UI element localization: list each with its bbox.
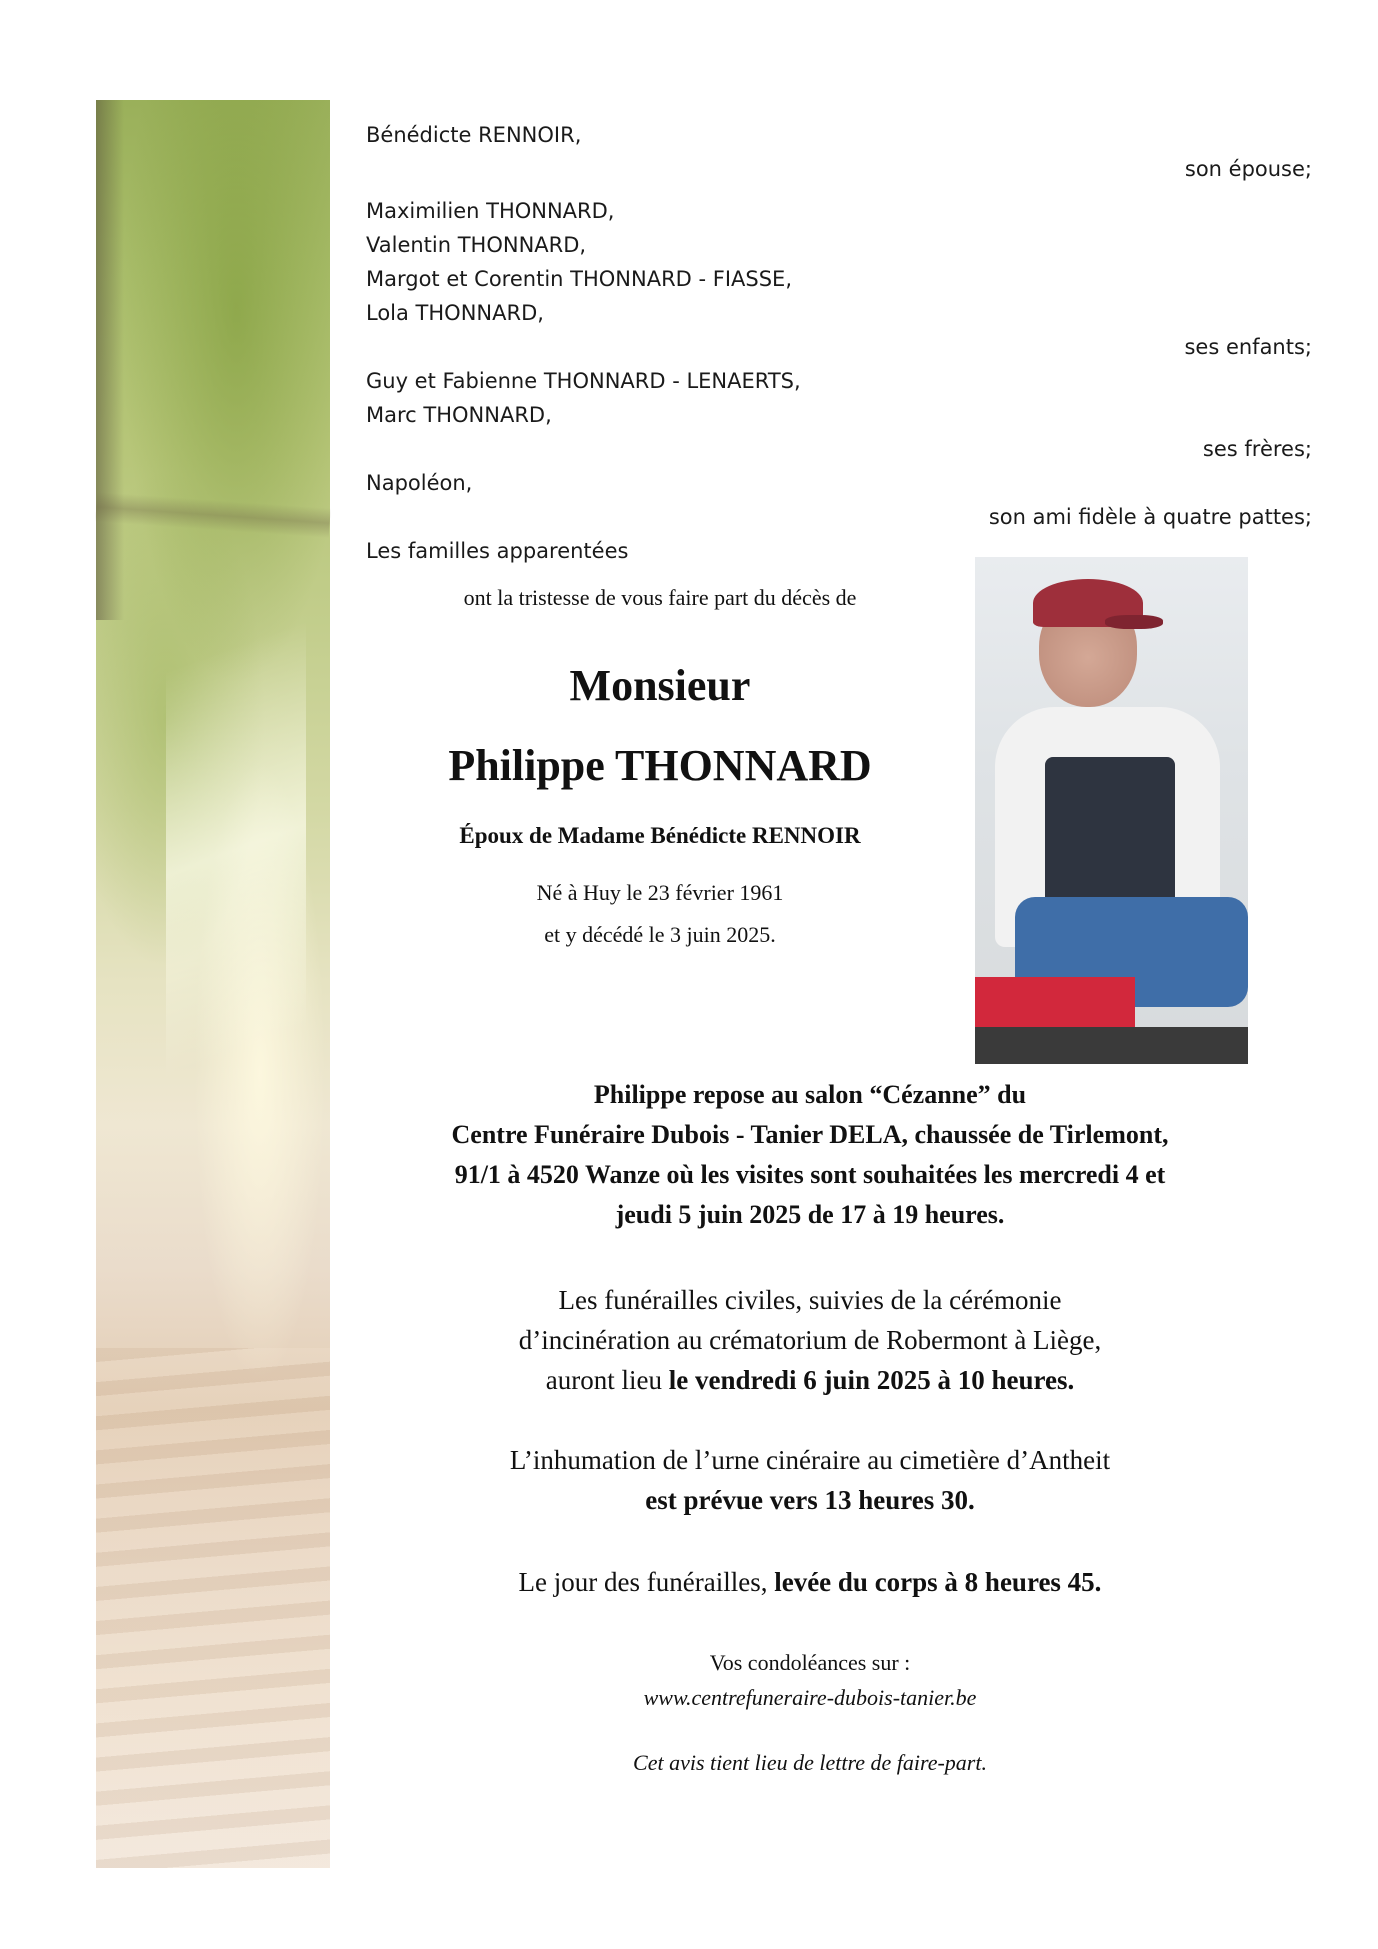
brother-name: Marc THONNARD, [366, 403, 552, 427]
funeral-line [360, 1360, 1260, 1400]
child-name: Maximilien THONNARD, [366, 199, 615, 223]
light-rays [166, 620, 306, 1080]
pet-name: Napoléon, [366, 471, 473, 495]
notice-note: Cet avis tient lieu de lettre de faire-part. [633, 1750, 987, 1775]
forest-decoration-strip [96, 100, 330, 1868]
death-line: et y décédé le 3 juin 2025. [544, 922, 776, 947]
day-of-bold: levée du corps à 8 heures 45. [774, 1567, 1102, 1597]
condolences-label: Vos condoléances sur : [709, 1650, 911, 1675]
visitation-line: Philippe repose au salon “Cézanne” du [593, 1080, 1027, 1109]
condolences-url[interactable] [360, 1680, 1260, 1715]
brother-name: Guy et Fabienne THONNARD - LENAERTS, [366, 369, 801, 393]
visitation-info [360, 1075, 1260, 1235]
day-of-plain: Le jour des funérailles, [518, 1567, 775, 1597]
announcement-intro: ont la tristesse de vous faire part du décès de [463, 585, 857, 610]
deceased-photo [975, 557, 1248, 1064]
pet-role: son ami fidèle à quatre pattes; [988, 505, 1312, 529]
tree-trunk-shade [96, 100, 124, 620]
funeral-line: d’incinération au crématorium de Robermont à Liège, [518, 1325, 1102, 1355]
photo-bench [975, 1027, 1248, 1064]
deceased-spouse-line: Époux de Madame Bénédicte RENNOIR [459, 823, 861, 848]
condolences [360, 1645, 1260, 1715]
funeral-info [360, 1280, 1260, 1400]
photo-cap-visor [1105, 615, 1163, 629]
spouse-role: son épouse; [1184, 157, 1312, 181]
child-name: Lola THONNARD, [366, 301, 544, 325]
family-list [366, 118, 1312, 568]
spouse-name: Bénédicte RENNOIR, [366, 123, 582, 147]
day-of-info [360, 1562, 1260, 1602]
inhumation-line: L’inhumation de l’urne cinéraire au cimetière d’Antheit [509, 1445, 1111, 1475]
brothers-role: ses frères; [1202, 437, 1312, 461]
child-name: Margot et Corentin THONNARD - FIASSE, [366, 267, 792, 291]
inhumation-time [360, 1480, 1260, 1520]
photo-shirt-print [1045, 757, 1175, 907]
inhumation-time-text: est prévue vers 13 heures 30. [645, 1485, 975, 1515]
inhumation-info [360, 1440, 1260, 1520]
birth-line: Né à Huy le 23 février 1961 [536, 880, 784, 905]
children-role: ses enfants; [1184, 335, 1312, 359]
visitation-line: jeudi 5 juin 2025 de 17 à 19 heures. [615, 1200, 1005, 1229]
deceased-honorific: Monsieur [569, 661, 751, 710]
visitation-line: 91/1 à 4520 Wanze où les visites sont souhaitées les mercredi 4 et [454, 1160, 1166, 1189]
relatives-line: Les familles apparentées [366, 539, 629, 563]
tree-branch-shade [95, 492, 331, 538]
child-name: Valentin THONNARD, [366, 233, 587, 257]
funeral-line-plain: auront lieu [545, 1365, 669, 1395]
birth-death-info [360, 872, 960, 956]
forest-path [96, 1348, 330, 1868]
deceased-name: Philippe THONNARD [448, 741, 872, 790]
visitation-line: Centre Funéraire Dubois - Tanier DELA, chaussée de Tirlemont, [451, 1120, 1169, 1149]
funeral-date-time: le vendredi 6 juin 2025 à 10 heures. [668, 1365, 1075, 1395]
condolences-url-text[interactable]: www.centrefuneraire-dubois-tanier.be [643, 1685, 977, 1710]
funeral-line: Les funérailles civiles, suivies de la cérémonie [558, 1285, 1062, 1315]
